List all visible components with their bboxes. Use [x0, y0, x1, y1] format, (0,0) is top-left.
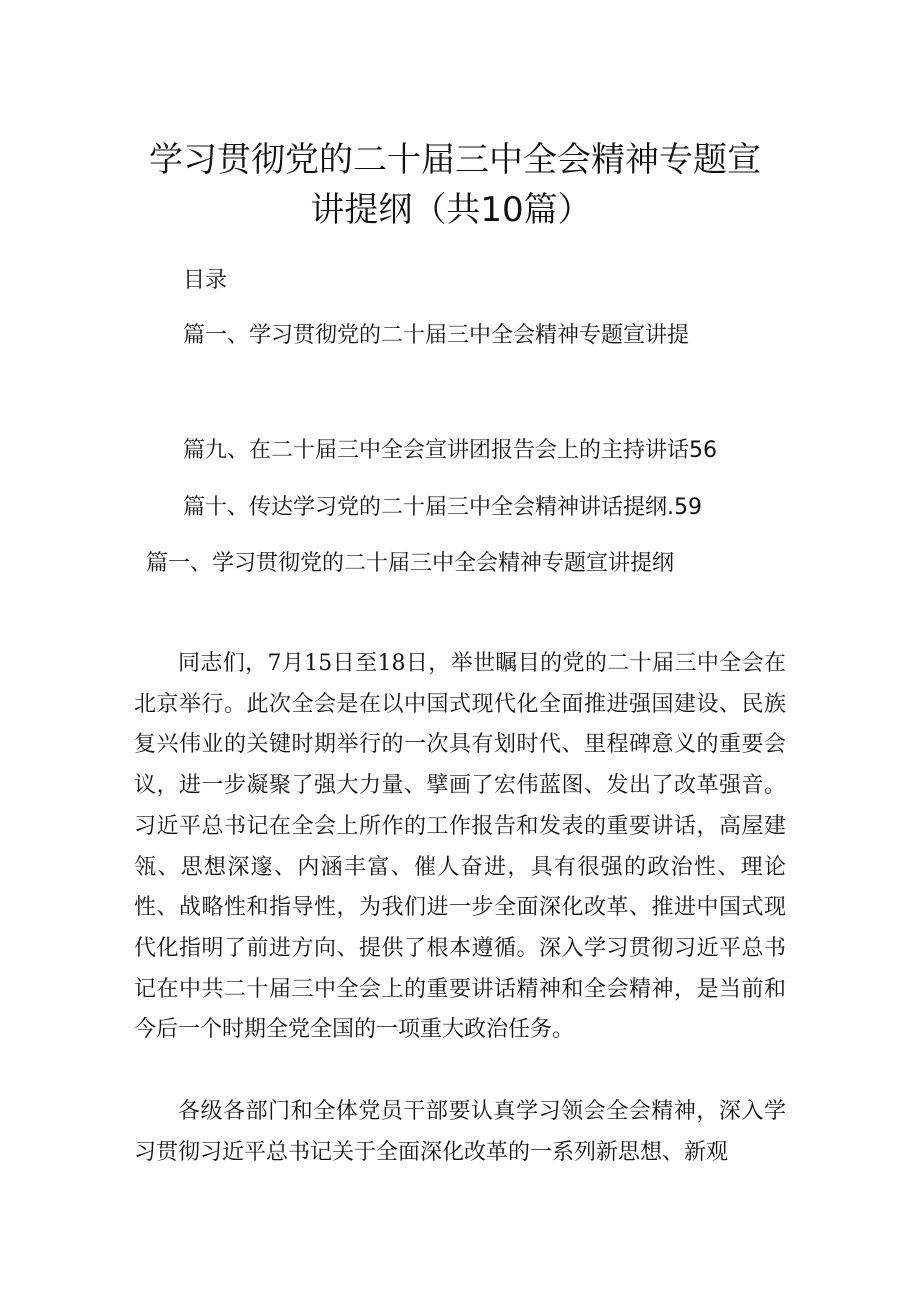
toc-heading: 目录 [183, 268, 228, 293]
document-title-line-2: 讲提纲（共10篇） [310, 190, 592, 230]
body-paragraph: 同志们，7月15日至18日，举世瞩目的党的二十届三中全会在北京举行。此次全会是在以中国式现代化全面推进强国建设、民族复兴伟业的关键时期举行的一次具有划时代、里程碑意义的重要会议，进一步凝聚了强大力量、擘画了宏伟蓝图、发出了改革强音。习近平总书记在全会上所作的工作报告和发表的重要讲话，高屋建瓴、思想深邃、内涵丰富、催人奋进，具有很强的政治性、理论性、战略性和指导性，为我们进一步全面深化改革、推进中国式现代化指明了前进方向、提供了根本遵循。深入学习贯彻习近平总书记在中共二十届三中全会上的重要讲话精神和全会精神，是当前和今后一个时期全党全国的一项重大政治任务。 [134, 651, 786, 1043]
document-title-line-1: 学习贯彻党的二十届三中全会精神专题宣 [149, 140, 761, 180]
section-title: 篇一、学习贯彻党的二十届三中全会精神专题宣讲提纲 [146, 551, 675, 576]
toc-item[interactable]: 篇九、在二十届三中全会宣讲团报告会上的主持讲话56 [183, 438, 717, 463]
body-paragraph: 各级各部门和全体党员干部要认真学习领会全会精神，深入学习贯彻习近平总书记关于全面深化改革的一系列新思想、新观 [134, 1099, 786, 1165]
toc-item[interactable]: 篇十、传达学习党的二十届三中全会精神讲话提纲.59 [183, 495, 702, 520]
toc-item[interactable]: 篇一、学习贯彻党的二十届三中全会精神专题宣讲提 [183, 323, 690, 348]
